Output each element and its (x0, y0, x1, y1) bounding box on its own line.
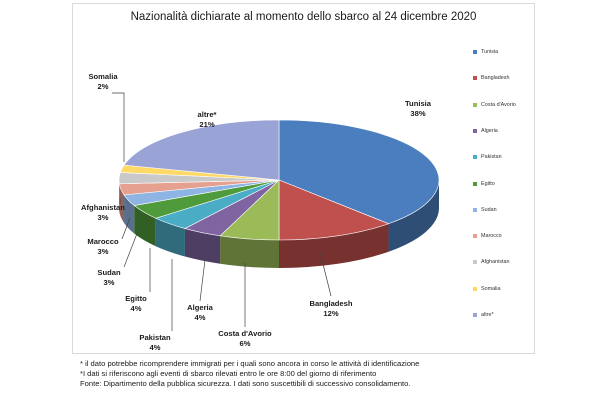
slice-label-bangladesh: Bangladesh (309, 299, 353, 308)
legend-item (473, 284, 500, 294)
slice-label-sudan: Sudan (97, 268, 121, 277)
legend-label: Costa d'Avorio (481, 101, 516, 108)
legend-label: Algeria (481, 127, 498, 134)
slice-label-somalia: Somalia (88, 72, 118, 81)
legend-swatch (473, 313, 477, 317)
slice-percent-costa-d-avorio: 6% (239, 339, 251, 348)
slice-label-costa-d-avorio: Costa d'Avorio (218, 329, 272, 338)
legend-item (473, 310, 494, 320)
legend-label: altre* (481, 312, 494, 318)
slice-label-afghanistan: Afghanistan (81, 203, 125, 212)
slice-percent-algeria: 4% (194, 313, 206, 322)
legend-label: Somalia (481, 285, 501, 292)
legend-label: Egitto (481, 180, 495, 187)
slice-label-egitto: Egitto (125, 294, 147, 303)
slice-percent-afghanistan: 3% (97, 213, 109, 222)
legend-item (473, 47, 498, 57)
legend-swatch (473, 260, 477, 264)
legend-item (473, 73, 509, 83)
leader-line-somalia (112, 93, 124, 162)
slice-percent-somalia: 2% (97, 82, 109, 91)
footnote-1: * il dato potrebbe ricomprendere immigrati per i quali sono ancora in corso le attività di identificazione (80, 359, 420, 368)
legend-swatch (473, 182, 477, 186)
legend-label: Bangladesh (481, 75, 510, 82)
slice-percent-altre: 21% (199, 120, 215, 129)
footnote-2: *I dati si riferiscono agli eventi di sbarco rilevati entro le ore 8:00 del giorno di riferimento (80, 369, 377, 378)
slice-percent-egitto: 4% (130, 304, 142, 313)
legend-swatch (473, 129, 477, 133)
legend-item (473, 152, 502, 162)
legend-swatch (473, 287, 477, 291)
legend-item (473, 205, 497, 215)
slice-label-algeria: Algeria (187, 303, 213, 312)
legend-item (473, 231, 502, 241)
slice-percent-bangladesh: 12% (323, 309, 339, 318)
slice-label-marocco: Marocco (87, 237, 119, 246)
legend-label: Tunisia (481, 49, 499, 55)
footnote-3: Fonte: Dipartimento della pubblica sicurezza. I dati sono suscettibili di successivo consolidamento. (80, 379, 411, 388)
slice-percent-marocco: 3% (97, 247, 109, 256)
slice-label-altre: altre* (197, 110, 217, 119)
legend-item (473, 257, 509, 267)
legend-swatch (473, 234, 477, 238)
slice-percent-pakistan: 4% (149, 343, 161, 352)
legend-swatch (473, 155, 477, 159)
chart-title: Nazionalità dichiarate al momento dello sbarco al 24 dicembre 2020 (130, 11, 477, 23)
leader-line-algeria (200, 260, 205, 301)
slice-label-pakistan: Pakistan (139, 333, 171, 342)
footnotes (80, 359, 419, 389)
legend-item (473, 179, 495, 189)
legend-swatch (473, 103, 477, 107)
legend-swatch (473, 76, 477, 80)
slice-percent-tunisia: 38% (410, 109, 426, 118)
leader-line-sudan (124, 231, 138, 267)
slice-percent-sudan: 3% (103, 278, 115, 287)
legend-item (473, 126, 498, 136)
legend-label: Afghanistan (481, 259, 510, 266)
pie-wall-costa-d-avorio (220, 236, 279, 268)
legend-label: Marocco (481, 233, 502, 240)
legend-swatch (473, 208, 477, 212)
legend-label: Pakistan (481, 154, 502, 161)
legend-label: Sudan (481, 206, 497, 213)
legend-item (473, 100, 516, 110)
slice-label-tunisia: Tunisia (404, 99, 432, 108)
legend-swatch (473, 50, 477, 54)
